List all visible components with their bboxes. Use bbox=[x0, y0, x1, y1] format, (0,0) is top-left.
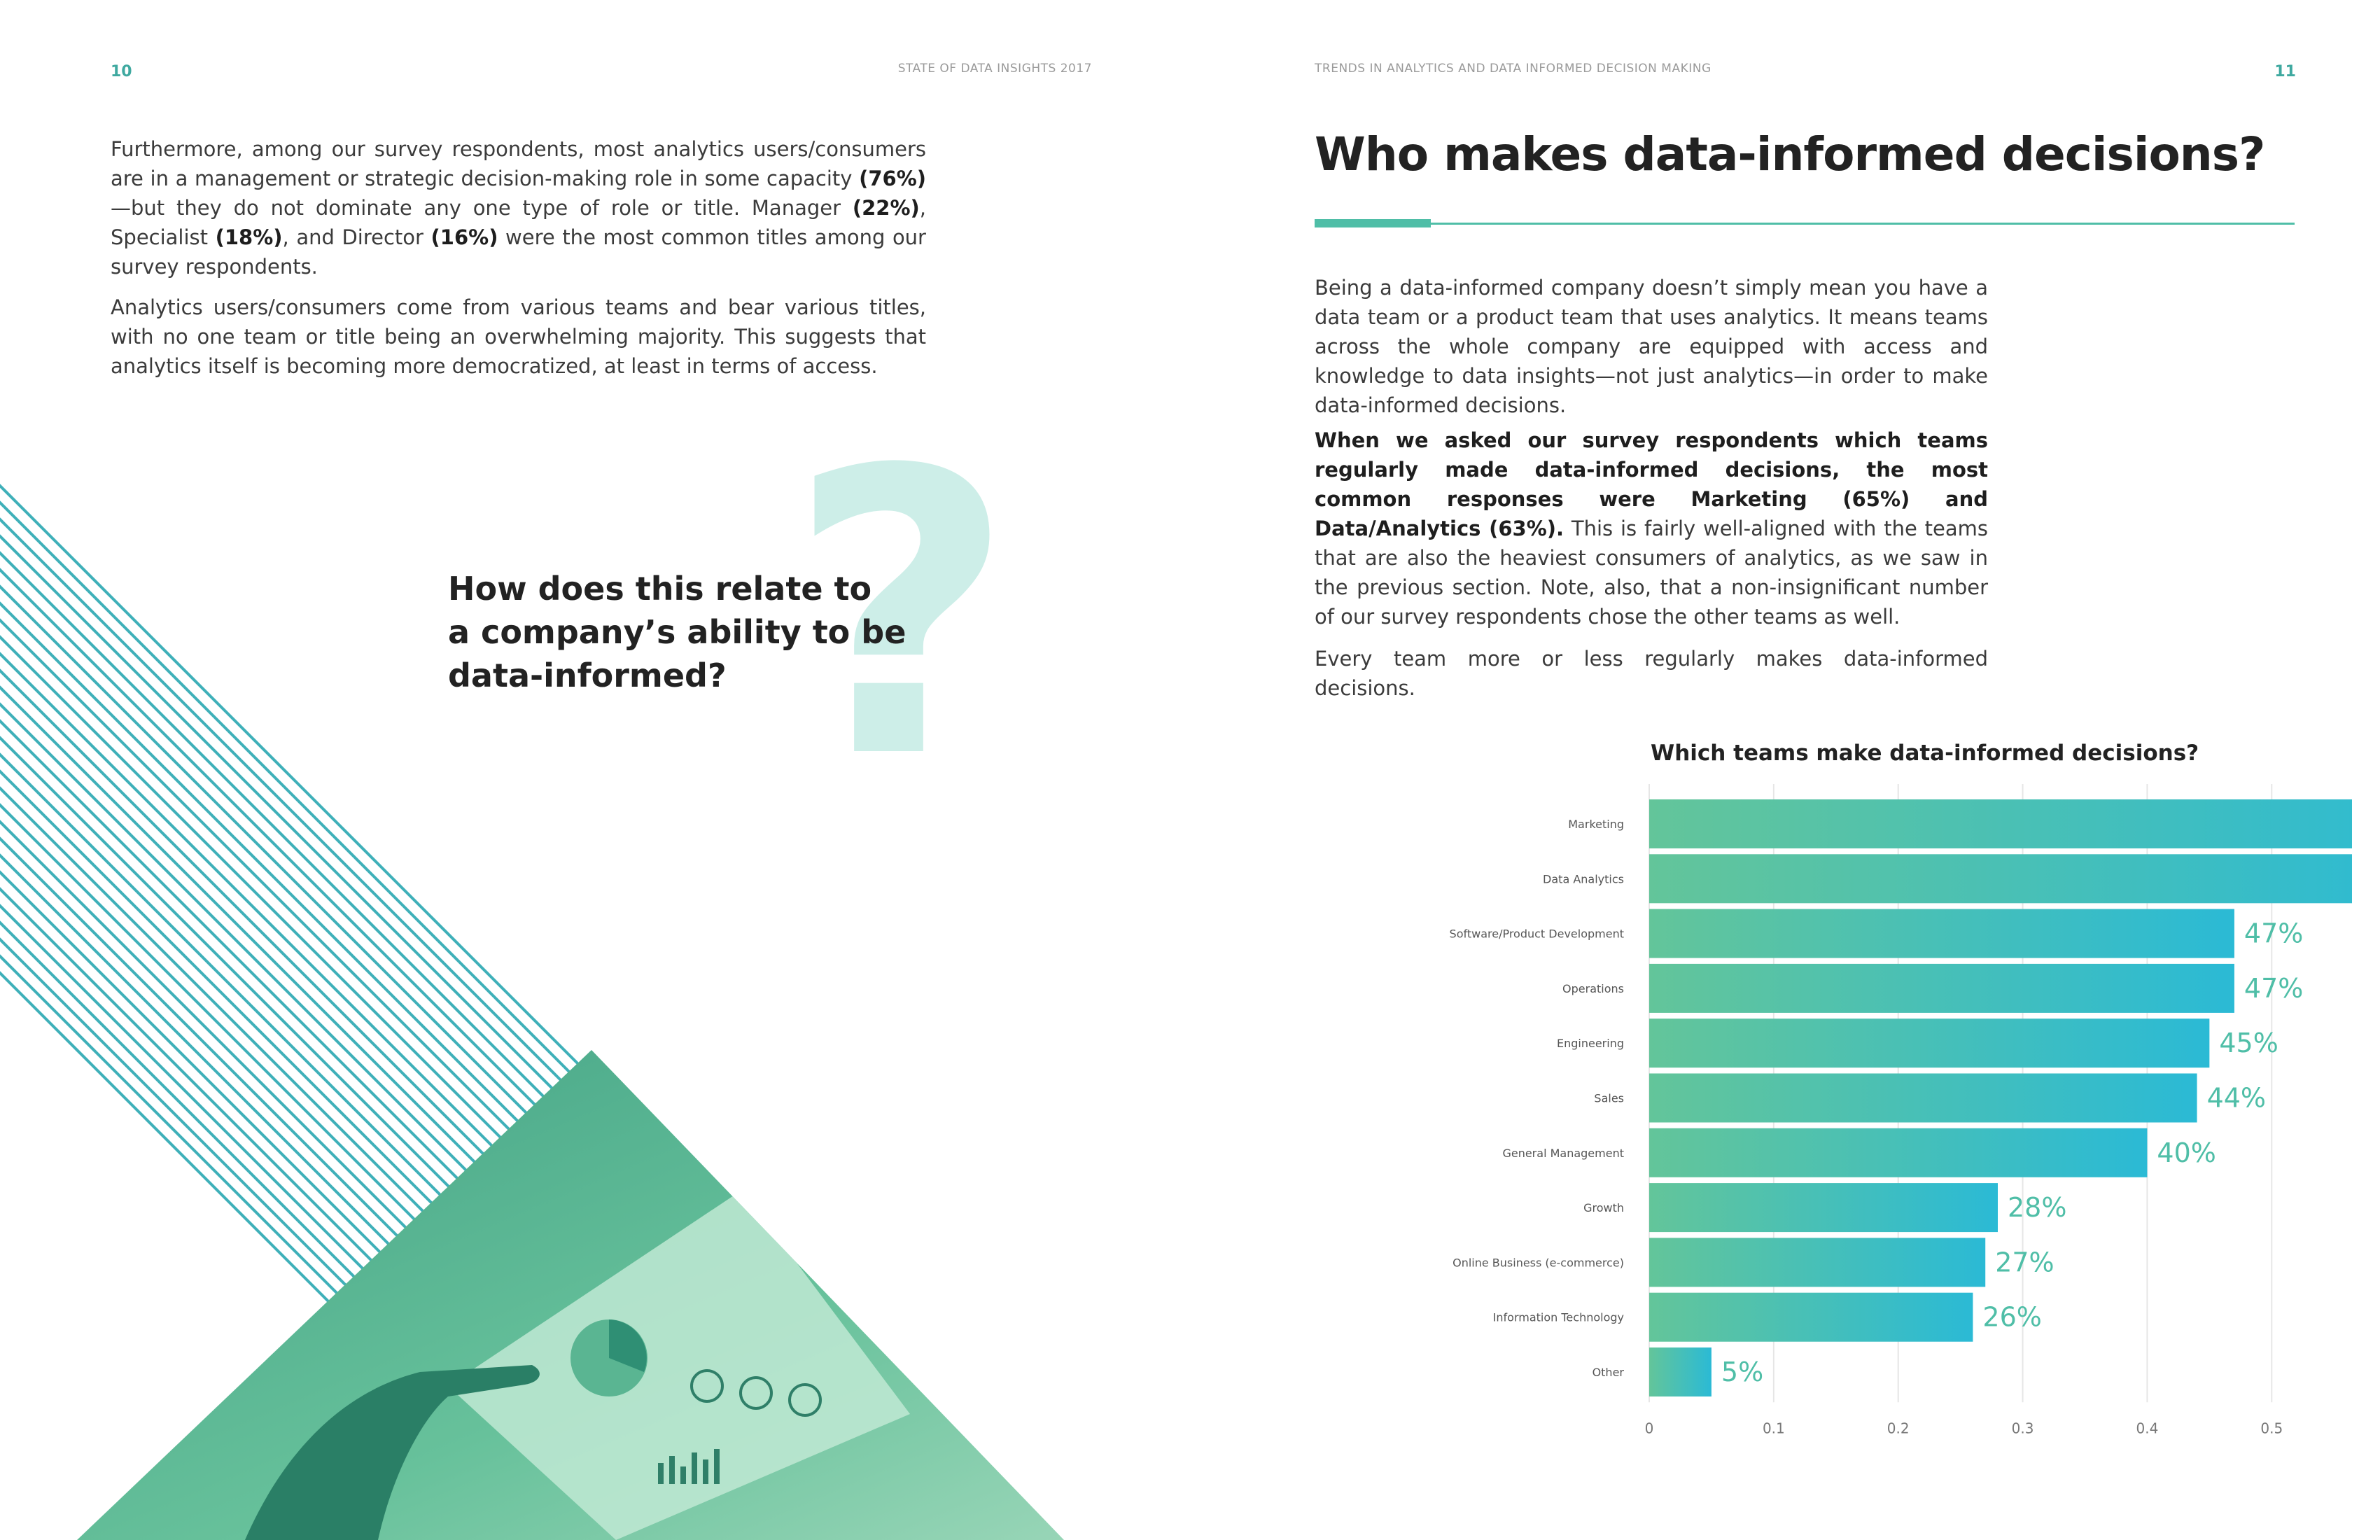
category-label: Sales bbox=[1594, 1091, 1624, 1105]
right-paragraph-3: Every team more or less regularly makes data-informed decisions. bbox=[1315, 647, 1988, 700]
chart-title: Which teams make data-informed decisions? bbox=[1651, 741, 2199, 766]
category-label: Software/Product Development bbox=[1449, 927, 1624, 941]
bar bbox=[1649, 799, 2352, 848]
category-label: Information Technology bbox=[1492, 1310, 1624, 1324]
tablet-photo bbox=[0, 1036, 1190, 1540]
callout-question bbox=[448, 567, 980, 697]
right-paragraph-2: When we asked our survey respondents which teams regularly made data-informed decisions, the most common responses were Marketing (65%) and Data/Analytics (63%). This is fairly well-aligned with the teams that are also the heaviest consumers of analytics, as we saw in the previous section. Note, also, that a non-insignificant number of our survey respondents chose the other teams as well. bbox=[1315, 428, 1988, 629]
left-paragraph-2: Analytics users/consumers come from various teams and bear various titles, with no one team or title being an overwhelming majority. This suggests that analytics itself is becoming more democratized, at least in terms of access. bbox=[111, 295, 926, 378]
callout-line-3: data-informed? bbox=[448, 657, 727, 694]
value-label: 45% bbox=[2219, 1028, 2278, 1059]
title-rule bbox=[1315, 223, 2295, 225]
bar bbox=[1649, 1348, 1712, 1396]
bar bbox=[1649, 1018, 2209, 1068]
bar bbox=[1649, 1293, 1973, 1342]
page-title: Who makes data-informed decisions? bbox=[1315, 127, 2265, 181]
bar bbox=[1649, 964, 2234, 1013]
value-label: 40% bbox=[2157, 1137, 2216, 1168]
right-running-head: TRENDS IN ANALYTICS AND DATA INFORMED DECISION MAKING bbox=[1315, 62, 1712, 76]
x-tick-label: 0.5 bbox=[2260, 1420, 2283, 1437]
value-label: 47% bbox=[2244, 918, 2304, 949]
bar bbox=[1649, 1074, 2197, 1123]
category-label: Data Analytics bbox=[1543, 872, 1624, 886]
category-label: Other bbox=[1592, 1366, 1624, 1379]
callout-line-2: a company’s ability to be bbox=[448, 613, 906, 651]
value-label: 47% bbox=[2244, 972, 2304, 1004]
x-tick-label: 0.3 bbox=[2011, 1420, 2034, 1437]
x-tick-label: 0.1 bbox=[1762, 1420, 1785, 1437]
bar bbox=[1649, 1128, 2147, 1177]
value-label: 5% bbox=[1721, 1357, 1764, 1387]
value-label: 27% bbox=[1995, 1247, 2054, 1278]
category-label: Operations bbox=[1562, 981, 1624, 995]
bar bbox=[1649, 854, 2352, 903]
question-mark-graphic: ? bbox=[788, 388, 1015, 844]
left-page-number: 10 bbox=[111, 63, 132, 80]
x-tick-label: 0.2 bbox=[1886, 1420, 1910, 1437]
bar bbox=[1649, 909, 2234, 958]
right-page-number: 11 bbox=[2274, 63, 2296, 80]
x-tick-label: 0 bbox=[1644, 1420, 1654, 1437]
left-running-head: STATE OF DATA INSIGHTS 2017 bbox=[897, 62, 1092, 76]
callout-line-1: How does this relate to bbox=[448, 570, 872, 608]
category-label: Engineering bbox=[1557, 1037, 1624, 1051]
category-label: Online Business (e-commerce) bbox=[1452, 1256, 1624, 1270]
category-label: General Management bbox=[1502, 1146, 1624, 1160]
left-paragraph-1: Furthermore, among our survey respondents, most analytics users/consumers are in a management or strategic decision-making role in some capacity (76%)—but they do not dominate any one type of role or title. Manager (22%), Specialist (18%), and Director (16%) were the most common titles among our survey respondents. bbox=[111, 137, 926, 279]
bar-chart bbox=[1330, 784, 2352, 1470]
value-label: 44% bbox=[2206, 1082, 2267, 1114]
x-tick-label: 0.4 bbox=[2136, 1420, 2159, 1437]
value-label: 26% bbox=[1982, 1301, 2042, 1333]
category-label: Growth bbox=[1583, 1201, 1624, 1215]
bar bbox=[1649, 1183, 1998, 1232]
bar bbox=[1649, 1238, 1985, 1287]
right-paragraph-1: Being a data-informed company doesn’t simply mean you have a data team or a product team that uses analytics. It means teams across the whole company are equipped with access and knowledge to data insights—not just analytics—in order to make data-informed decisions. bbox=[1315, 276, 1988, 417]
category-label: Marketing bbox=[1568, 818, 1624, 831]
value-label: 28% bbox=[2008, 1192, 2067, 1224]
title-rule-accent bbox=[1315, 219, 1431, 227]
